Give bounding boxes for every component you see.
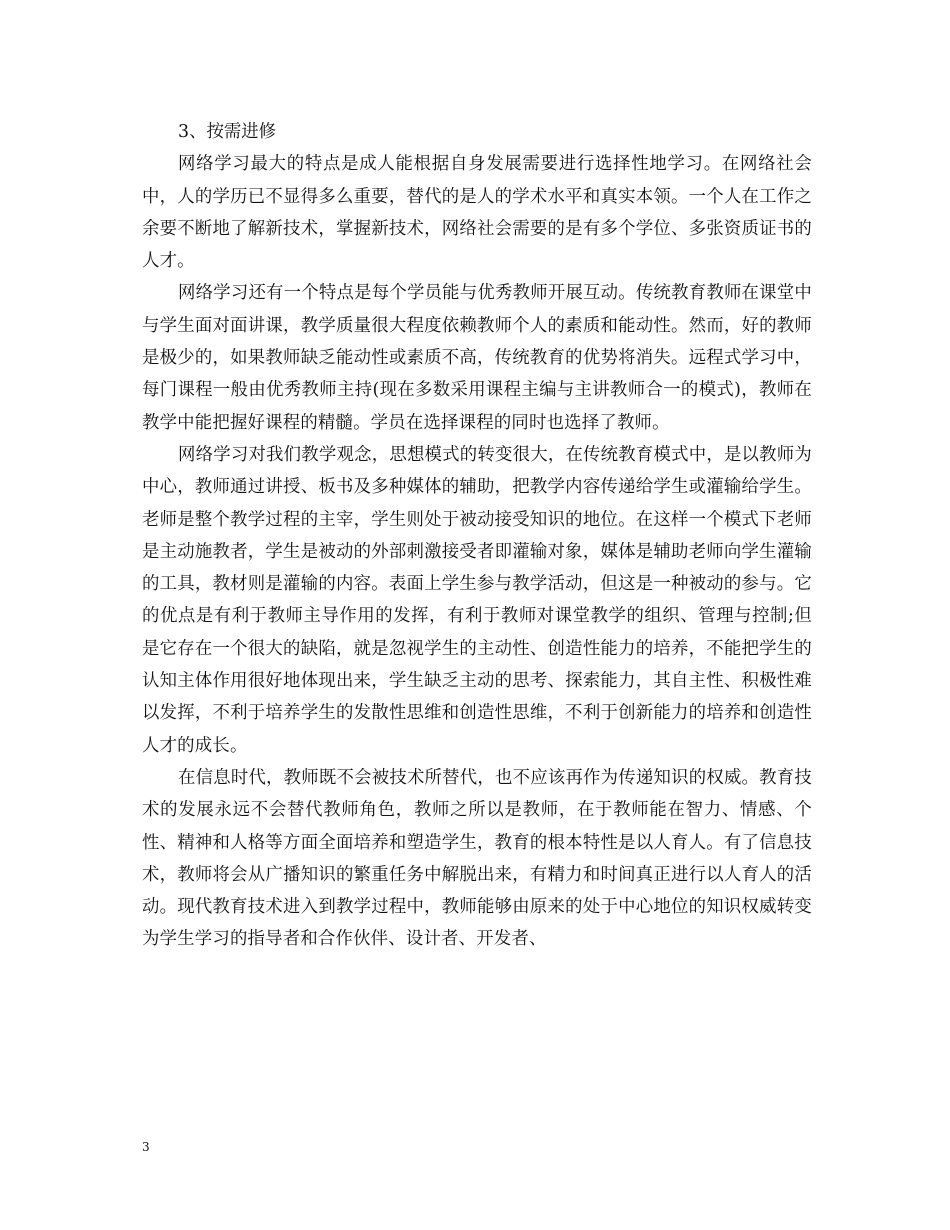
paragraph-1: 网络学习最大的特点是成人能根据自身发展需要进行选择性地学习。在网络社会中，人的学历已不显得多么重要，替代的是人的学术水平和真实本领。一个人在工作之余要不断地了解新技术，掌握新技术，网络社会需要的是有多个学位、多张资质证书的人才。 <box>142 154 812 272</box>
page-number: 3 <box>142 1140 150 1154</box>
page-body <box>142 116 812 956</box>
paragraph-2: 网络学习还有一个特点是每个学员能与优秀教师开展互动。传统教育教师在课堂中与学生面对面讲课，教学质量很大程度依赖教师个人的素质和能动性。然而，好的教师是极少的，如果教师缺乏能动性或素质不高，传统教育的优势将消失。远程式学习中，每门课程一般由优秀教师主持(现在多数采用课程主编与主讲教师合一的模式)，教师在教学中能把握好课程的精髓。学员在选择课程的同时也选择了教师。 <box>142 283 812 433</box>
paragraph-3: 网络学习对我们教学观念，思想模式的转变很大，在传统教育模式中，是以教师为中心，教师通过讲授、板书及多种媒体的辅助，把教学内容传递给学生或灌输给学生。老师是整个教学过程的主宰，学生则处于被动接受知识的地位。在这样一个模式下老师是主动施教者，学生是被动的外部刺激接受者即灌输对象，媒体是辅助老师向学生灌输的工具，教材则是灌输的内容。表面上学生参与教学活动，但这是一种被动的参与。它的优点是有利于教师主导作用的发挥，有利于教师对课堂教学的组织、管理与控制;但是它存在一个很大的缺陷，就是忽视学生的主动性、创造性能力的培养，不能把学生的认知主体作用很好地体现出来，学生缺乏主动的思考、探索能力，其自主性、积极性难以发挥，不利于培养学生的发散性思维和创造性思维，不利于创新能力的培养和创造性人才的成长。 <box>142 444 812 756</box>
paragraph-4: 在信息时代，教师既不会被技术所替代，也不应该再作为传递知识的权威。教育技术的发展永远不会替代教师角色，教师之所以是教师，在于教师能在智力、情感、个性、精神和人格等方面全面培养和塑造学生，教育的根本特性是以人育人。有了信息技术，教师将会从广播知识的繁重任务中解脱出来，有精力和时间真正进行以人育人的活动。现代教育技术进入到教学过程中，教师能够由原来的处于中心地位的知识权威转变为学生学习的指导者和合作伙伴、设计者、开发者、 <box>142 767 812 950</box>
section-heading: 3、按需进修 <box>178 122 277 142</box>
